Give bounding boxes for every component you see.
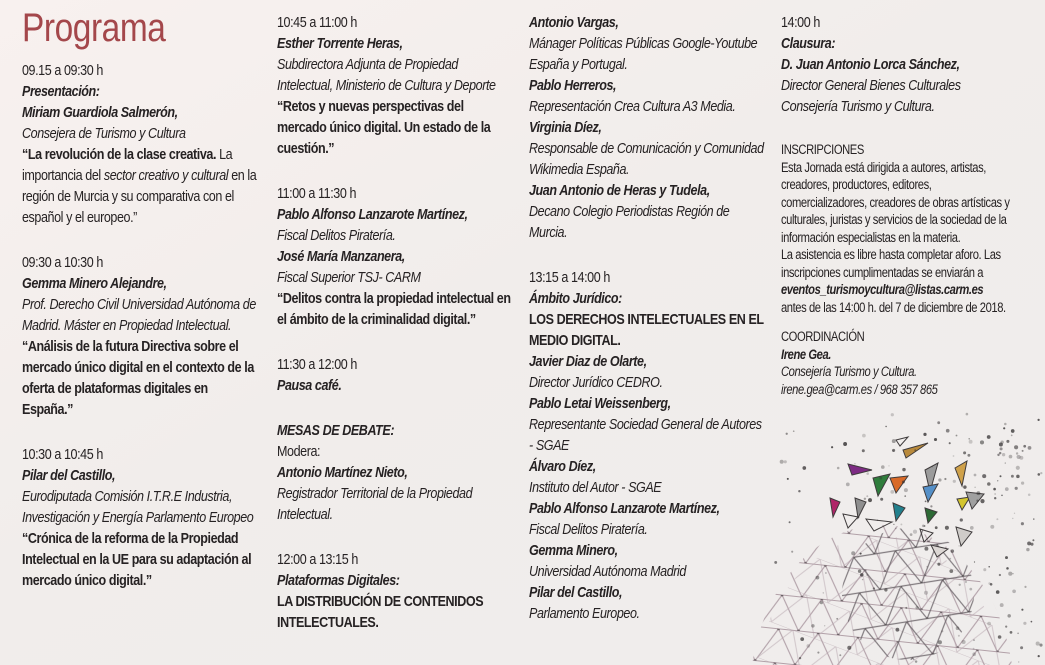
column-2 (277, 0, 513, 657)
dust-dot (862, 449, 865, 452)
dust-dot (893, 524, 894, 525)
dust-dot (888, 465, 889, 466)
program-block (781, 141, 1017, 316)
dust-dot (924, 525, 926, 527)
time-slot: 10:30 a 10:45 h (22, 446, 103, 463)
section-heading: INSCRIPCIONES (781, 142, 864, 157)
speaker-role: irene.gea@carm.es / 968 357 865 (781, 381, 938, 397)
dust-dot (904, 488, 908, 492)
dust-dot (982, 474, 986, 478)
dust-dot (820, 601, 823, 604)
dust-dot (949, 442, 951, 444)
dust-dot (1039, 644, 1042, 647)
session-label: Pausa café. (277, 377, 342, 394)
dust-dot (1021, 522, 1024, 525)
dust-dot (990, 525, 994, 529)
dust-dot (956, 626, 960, 630)
dust-dot (976, 491, 980, 495)
dust-dot (973, 648, 975, 650)
dust-dot (800, 637, 804, 641)
dust-dot (843, 442, 847, 446)
dust-dot (791, 551, 793, 553)
dust-dot (974, 487, 975, 488)
dust-dot (1023, 622, 1026, 625)
dust-dot (892, 449, 895, 452)
program-block (277, 12, 513, 159)
talk-title: “Análisis de la futura Directiva sobre el mercado único digital en el contexto de la oferta de plataformas digitales en España.” (22, 338, 254, 418)
dust-dot (799, 657, 801, 659)
dust-dot (980, 440, 984, 444)
program-block (22, 60, 258, 228)
dust-dot (914, 449, 916, 451)
speaker-name: Pilar del Castillo, (22, 467, 116, 484)
dust-dot (1038, 473, 1041, 476)
dust-dot (1021, 481, 1024, 484)
dust-dot (913, 530, 917, 534)
dust-dot (937, 421, 940, 424)
dust-dot (969, 588, 972, 591)
program-block (277, 183, 513, 330)
speaker-name: José María Manzanera, (277, 248, 405, 265)
speaker-name: Pablo Alfonso Lanzarote Martínez, (277, 206, 468, 223)
time-slot: 10:45 a 11:00 h (277, 14, 357, 31)
dust-dot (1011, 429, 1015, 433)
dust-dot (915, 606, 918, 609)
column-4 (781, 0, 1017, 410)
speaker-role: Fiscal Delitos Piratería. (277, 227, 396, 244)
speaker-name: Virginia Díez, (529, 119, 602, 136)
speaker-role: Consejera de Turismo y Cultura (22, 125, 186, 142)
dust-dot (924, 591, 928, 595)
dust-dot (1012, 518, 1013, 519)
dust-dot (1010, 631, 1013, 634)
dust-dot (993, 488, 996, 491)
dust-dot (806, 644, 810, 648)
dust-dot (968, 438, 970, 440)
dust-dot (879, 477, 882, 480)
dust-dot (938, 640, 942, 644)
program-block (781, 12, 1017, 117)
dust-dot (1023, 445, 1026, 448)
dust-dot (1014, 445, 1018, 449)
dust-dot (983, 568, 986, 571)
dust-dot (930, 505, 932, 507)
dust-dot (963, 451, 966, 454)
program-block (277, 420, 513, 525)
dust-dot (896, 628, 900, 632)
dust-dot (1015, 487, 1018, 490)
dust-dot (1022, 450, 1024, 452)
dust-dot (998, 635, 1002, 639)
dust-dot (811, 624, 814, 627)
speaker-name: Álvaro Díez, (529, 458, 596, 475)
dust-dot (1002, 453, 1005, 456)
dust-dot (1031, 621, 1033, 623)
dust-dot (962, 640, 966, 644)
speaker-name: Antonio Martínez Nieto, (277, 464, 408, 481)
dust-dot (866, 574, 868, 576)
dust-dot (987, 622, 991, 626)
dust-dot (837, 467, 840, 470)
speaker-role: Director General Bienes Culturales Consejería Turismo y Cultura. (781, 77, 961, 115)
dust-dot (839, 654, 841, 656)
dust-dot (885, 426, 886, 427)
dust-dot (941, 630, 943, 632)
session-label: Plataformas Digitales: (277, 572, 400, 589)
dust-dot (1030, 543, 1033, 546)
speaker-name: Irene Gea. (781, 346, 831, 362)
dust-dot (1008, 572, 1012, 576)
speaker-role: Eurodiputada Comisión I.T.R.E Industria, Investigación y Energía Parlamento Europeo (22, 488, 254, 526)
column-3 (529, 0, 765, 648)
dust-dot (922, 524, 925, 527)
dust-dot (974, 474, 977, 477)
speaker-role: Decano Colegio Periodistas Región de Murcia. (529, 203, 730, 241)
dust-dot (860, 553, 862, 555)
dust-dot (924, 547, 928, 551)
speaker-role: Parlamento Europeo. (529, 605, 640, 622)
dust-dot (802, 466, 806, 470)
dust-dot (1016, 475, 1020, 479)
session-label: Ámbito Jurídico: (529, 290, 622, 307)
dust-dot (999, 443, 1003, 447)
dust-dot (1012, 573, 1013, 574)
dust-dot (976, 500, 978, 502)
program-block (529, 267, 765, 624)
dust-dot (926, 566, 928, 568)
talk-title: LOS DERECHOS INTELECTUALES EN EL MEDIO DIGITAL. (529, 311, 764, 349)
program-block (529, 12, 765, 243)
dust-dot (1005, 487, 1009, 491)
dust-dot (963, 485, 966, 488)
dust-dot (881, 465, 885, 469)
body-text: Esta Jornada está dirigida a autores, artistas, creadores, productores, editores, comercializadores, creadores de obras artísticas y culturales, juristas y servicios de la sociedad de la información especialistas en la materia. (781, 159, 1010, 245)
dust-dot (994, 493, 995, 494)
dust-dot (823, 592, 824, 593)
dust-dot (953, 455, 955, 457)
page-title: Programa (22, 6, 166, 50)
dust-dot (967, 454, 970, 457)
dust-dot (990, 583, 993, 586)
dust-dot (997, 480, 998, 481)
dust-dot (994, 497, 996, 499)
body-text: antes de las 14:00 h. del 7 de diciembre de 2018. (781, 299, 1006, 315)
program-block (22, 444, 258, 591)
speaker-name: Juan Antonio de Heras y Tudela, (529, 182, 710, 199)
dust-dot (935, 526, 938, 529)
dust-dot (988, 566, 990, 568)
dust-dot (1037, 419, 1039, 421)
dust-dot (891, 413, 894, 416)
speaker-role: Instituto del Autor - SGAE (529, 479, 662, 496)
program-block (277, 354, 513, 396)
time-slot: 11:30 a 12:00 h (277, 356, 357, 373)
dust-dot (1018, 661, 1019, 662)
speaker-name: Gemma Minero Alejandre, (22, 275, 167, 292)
program-block (277, 549, 513, 633)
dust-dots (774, 413, 1042, 663)
dust-dot (1028, 494, 1031, 497)
dust-dot (949, 558, 951, 560)
shard-triangles (830, 437, 984, 557)
body-text: Modera: (277, 443, 321, 460)
dust-dot (787, 478, 789, 480)
dust-dot (1006, 440, 1009, 443)
dust-dot (892, 450, 894, 452)
talk-title: “Retos y nuevas perspectivas del mercado único digital. Un estado de la cuestión.” (277, 98, 491, 157)
body-text: en la región de Murcia y su comparativa con el español y el europeo.” (22, 167, 257, 226)
dust-dot (932, 466, 933, 467)
dust-dot (880, 498, 883, 501)
dust-dot (1036, 642, 1040, 646)
dust-dot (956, 435, 958, 437)
speaker-role: Responsable de Comunicación y Comunidad Wikimedia España. (529, 140, 764, 178)
dust-dot (900, 523, 902, 525)
talk-title: LA DISTRIBUCIÓN DE CONTENIDOS INTELECTUALES. (277, 593, 484, 631)
dust-dot (877, 520, 878, 521)
dust-dot (1009, 455, 1013, 459)
dust-dot (1028, 446, 1032, 450)
talk-title: “Crónica de la reforma de la Propiedad Intelectual en la UE para su adaptación al mercado único digital.” (22, 530, 252, 589)
dust-dot (970, 526, 974, 530)
dust-dot (1017, 632, 1019, 634)
speaker-role: Director Jurídico CEDRO. (529, 374, 663, 391)
dust-dot (959, 584, 961, 586)
time-slot: 13:15 a 14:00 h (529, 269, 610, 286)
dust-dot (1001, 495, 1002, 496)
dust-dot (1032, 539, 1034, 541)
dust-dot (895, 528, 897, 530)
dust-dot (1003, 427, 1005, 429)
dust-dot (953, 480, 956, 483)
dust-dot (966, 413, 969, 416)
dust-dot (1004, 423, 1007, 426)
dust-dot (1007, 614, 1010, 617)
dust-dot (915, 660, 917, 662)
dust-dot (946, 429, 950, 433)
dust-dot (902, 468, 905, 471)
speaker-name: Pablo Letai Weissenberg, (529, 395, 671, 412)
dust-dot (969, 440, 973, 444)
dust-dot (817, 652, 819, 654)
dust-dot (958, 635, 960, 637)
dust-dot (860, 573, 863, 576)
dust-dot (999, 452, 1001, 454)
dust-dot (951, 549, 955, 553)
dust-dot (862, 579, 863, 580)
dust-dot (910, 533, 913, 536)
dust-dot (905, 607, 907, 609)
dust-dot (1027, 541, 1031, 545)
dust-dot (1017, 455, 1021, 459)
section-heading: COORDINACIÓN (781, 329, 865, 344)
dust-dot (996, 518, 998, 520)
dust-dot (789, 521, 791, 523)
dust-dot (987, 482, 991, 486)
dust-dot (1016, 466, 1020, 470)
speaker-role: Fiscal Delitos Piratería. (529, 521, 648, 538)
time-slot: 14:00 h (781, 14, 820, 31)
dust-dot (945, 526, 949, 530)
speaker-role: Fiscal Superior TSJ- CARM (277, 269, 421, 286)
talk-title: “La revolución de la clase creativa. (22, 146, 217, 163)
dust-dot (1000, 603, 1004, 607)
dust-dot (925, 501, 927, 503)
dust-dot (890, 490, 894, 494)
dust-dot (862, 434, 866, 438)
dust-dot (868, 498, 872, 502)
dust-dot (1014, 513, 1015, 514)
dust-dot (973, 639, 975, 641)
dust-dot (851, 551, 855, 555)
dust-dot (902, 480, 905, 483)
dust-dot (847, 646, 851, 650)
dust-dot (972, 652, 976, 656)
dust-dot (892, 439, 896, 443)
dust-dot (1011, 475, 1014, 478)
dust-dot (798, 490, 800, 492)
speaker-name: Pablo Herreros, (529, 77, 617, 94)
speaker-name: Antonio Vargas, (529, 14, 619, 31)
dust-dot (974, 561, 975, 562)
speaker-name: Esther Torrente Heras, (277, 35, 403, 52)
speaker-role: Mánager Políticas Públicas Google-Youtube España y Portugal. (529, 35, 758, 73)
dust-dot (1005, 556, 1008, 559)
dust-dot (1016, 452, 1018, 454)
dust-dot (949, 569, 953, 573)
dust-dot (836, 618, 838, 620)
dust-dot (824, 625, 825, 626)
speaker-role: Universidad Autónoma Madrid (529, 563, 686, 580)
dust-dot (1038, 655, 1040, 657)
dust-dot (774, 561, 777, 564)
dust-dot (793, 430, 795, 432)
email-address: eventos_turismoycultura@listas.carm.es (781, 282, 984, 297)
dust-dot (965, 581, 967, 583)
speaker-name: Javier Diaz de Olarte, (529, 353, 647, 370)
dust-dot (960, 518, 963, 521)
dust-dot (1000, 447, 1003, 450)
dust-dot (784, 460, 787, 463)
dust-dot (858, 570, 861, 573)
speaker-role: Registrador Territorial de la Propiedad Intelectual. (277, 485, 473, 523)
dust-dot (1040, 472, 1042, 474)
speaker-name: D. Juan Antonio Lorca Sánchez, (781, 56, 960, 73)
dust-dot (1001, 440, 1004, 443)
dust-dot (1006, 567, 1009, 570)
dust-dot (988, 582, 990, 584)
dust-dot (934, 438, 937, 441)
session-label: MESAS DE DEBATE: (277, 422, 395, 439)
dust-dot (937, 563, 940, 566)
dust-dot (904, 495, 906, 497)
dust-dot (999, 574, 1001, 576)
speaker-name: Pablo Alfonso Lanzarote Martínez, (529, 500, 720, 517)
time-slot: 09.15 a 09:30 h (22, 62, 103, 79)
talk-title: “Delitos contra la propiedad intelectual en el ámbito de la criminalidad digital.” (277, 290, 511, 328)
dust-dot (831, 446, 833, 448)
column-1 (22, 0, 258, 615)
body-text: La importancia del (22, 146, 233, 184)
dust-dot (1012, 589, 1016, 593)
dust-dot (846, 483, 850, 487)
speaker-name: Miriam Guardiola Salmerón, (22, 104, 178, 121)
mesh-sphere (750, 525, 1014, 665)
dust-dot (873, 587, 875, 589)
speaker-name: Gemma Minero, (529, 542, 618, 559)
dust-dot (1024, 586, 1026, 588)
dust-dot (1019, 456, 1023, 460)
speaker-role: Representación Crea Cultura A3 Media. (529, 98, 736, 115)
session-label: Presentación: (22, 83, 100, 100)
dust-dot (816, 576, 820, 580)
time-slot: 11:00 a 11:30 h (277, 185, 357, 202)
program-block (22, 252, 258, 420)
dust-dot (1011, 435, 1013, 437)
dust-dot (854, 463, 856, 465)
time-slot: 12:00 a 13:15 h (277, 551, 358, 568)
dust-dot (1021, 609, 1023, 611)
dust-dot (938, 478, 941, 481)
dust-dot (825, 572, 827, 574)
dust-dot (987, 435, 991, 439)
time-slot: 09:30 a 10:30 h (22, 254, 103, 271)
dust-dot (997, 454, 999, 456)
session-label: Clausura: (781, 35, 836, 52)
program-block (781, 328, 1017, 398)
dust-dot (858, 516, 859, 517)
dust-dot (1000, 475, 1002, 477)
dust-dot (1005, 626, 1007, 628)
speaker-name: Pilar del Castillo, (529, 584, 623, 601)
dust-dot (958, 545, 959, 546)
dust-dot (864, 498, 866, 500)
inline-emphasis: sector creativo y cultural (103, 167, 229, 184)
speaker-role: Prof. Derecho Civil Universidad Autónoma de Madrid. Máster en Propiedad Intelectual. (22, 296, 256, 334)
dust-dot (884, 588, 887, 591)
dust-dot (1005, 462, 1006, 463)
dust-dot (996, 590, 1000, 594)
talk-title (22, 144, 258, 228)
dust-dot (1026, 548, 1029, 551)
dust-dot (1020, 646, 1023, 649)
dust-dot (1033, 518, 1034, 519)
dust-dot (786, 433, 788, 435)
dust-dot (780, 460, 784, 464)
dust-dot (923, 433, 926, 436)
dust-dot (866, 495, 868, 497)
speaker-role: Subdirectora Adjunta de Propiedad Intelectual, Ministerio de Cultura y Deporte (277, 56, 496, 94)
dust-dot (980, 499, 984, 503)
speaker-role: Representante Sociedad General de Autores - SGAE (529, 416, 762, 454)
dust-dot (944, 478, 946, 480)
body-text: La asistencia es libre hasta completar aforo. Las inscripciones cumplimentadas se enviarán a (781, 247, 1001, 280)
dust-dot (866, 472, 869, 475)
speaker-role: Consejería Turismo y Cultura. (781, 364, 917, 379)
